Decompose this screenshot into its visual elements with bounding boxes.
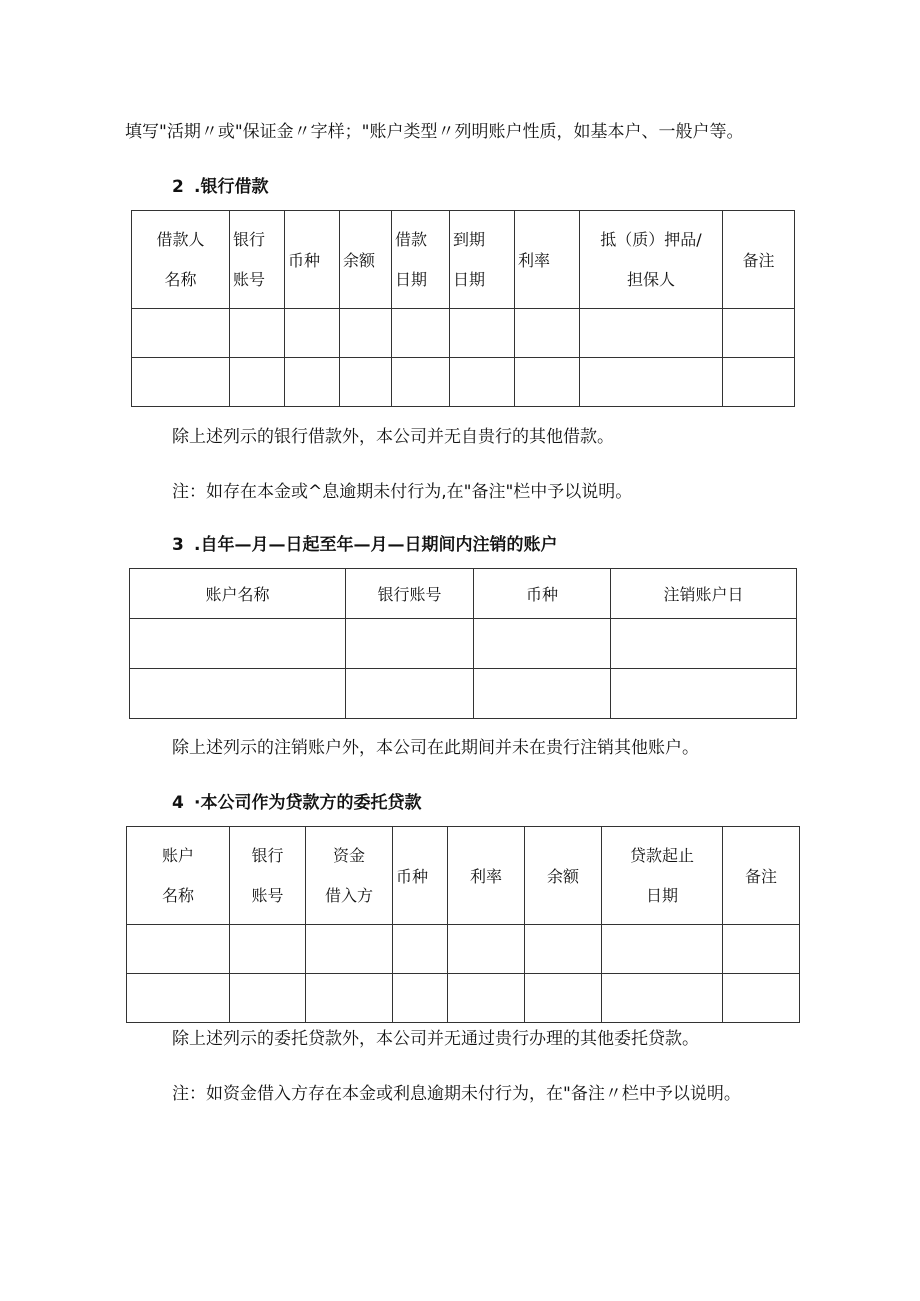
section-4-note: 注：如资金借入方存在本金或利息逾期未付行为，在"备注〃栏中予以说明。 (172, 1084, 741, 1104)
section-3-title: .自年—月—日起至年—月—日期间内注销的账户 (194, 535, 558, 555)
section-2-number: 2 (172, 177, 184, 197)
intro-line: 填写"活期〃或"保证金〃字样；"账户类型〃列明账户性质，如基本户、一般户等。 (125, 122, 744, 142)
section-4-number: 4 (172, 793, 184, 813)
header-account-name: 账户 名称 (127, 827, 230, 925)
section-4-note-after: 除上述列示的委托贷款外，本公司并无通过贵行办理的其他委托贷款。 (172, 1029, 699, 1049)
bank-loans-table (131, 210, 795, 407)
header-bank-account: 银行 账号 (230, 827, 306, 925)
section-2-note-after: 除上述列示的银行借款外，本公司并无自贵行的其他借款。 (172, 427, 614, 447)
header-borrower-name: 借款人 名称 (132, 211, 230, 309)
section-2-note: 注：如存在本金或^息逾期未付行为,在"备注"栏中予以说明。 (172, 482, 633, 502)
table-row (132, 309, 795, 358)
header-balance: 余额 (340, 211, 392, 309)
header-maturity-date: 到期 日期 (450, 211, 515, 309)
table-row (130, 619, 797, 669)
header-loan-date: 借款 日期 (392, 211, 450, 309)
header-interest-rate: 利率 (515, 211, 580, 309)
header-account-name: 账户名称 (130, 569, 346, 619)
section-4-heading (172, 792, 421, 814)
section-3-note-after: 除上述列示的注销账户外，本公司在此期间并未在贵行注销其他账户。 (172, 738, 699, 758)
header-closing-date: 注销账户日 (611, 569, 797, 619)
entrusted-loans-table (126, 826, 800, 1023)
table-row (132, 358, 795, 407)
table-row (127, 974, 800, 1023)
section-2-heading (172, 176, 268, 198)
header-balance: 余额 (525, 827, 602, 925)
header-bank-account: 银行账号 (346, 569, 474, 619)
header-loan-period: 贷款起止 日期 (602, 827, 723, 925)
section-3-heading (172, 534, 557, 556)
section-4-title: ·本公司作为贷款方的委托贷款 (194, 793, 422, 813)
header-remarks: 备注 (723, 827, 800, 925)
header-borrower: 资金 借入方 (306, 827, 393, 925)
section-3-number: 3 (172, 535, 184, 555)
table-header-row (132, 211, 795, 309)
table-row (127, 925, 800, 974)
header-remarks: 备注 (723, 211, 795, 309)
section-2-title: .银行借款 (194, 177, 269, 197)
table-header-row (130, 569, 797, 619)
header-currency: 币种 (285, 211, 340, 309)
table-header-row (127, 827, 800, 925)
header-bank-account: 银行 账号 (230, 211, 285, 309)
table-row (130, 669, 797, 719)
header-currency: 币种 (393, 827, 448, 925)
header-interest-rate: 利率 (448, 827, 525, 925)
header-collateral-guarantor: 抵（质）押品/ 担保人 (580, 211, 723, 309)
header-currency: 币种 (474, 569, 611, 619)
closed-accounts-table (129, 568, 797, 719)
